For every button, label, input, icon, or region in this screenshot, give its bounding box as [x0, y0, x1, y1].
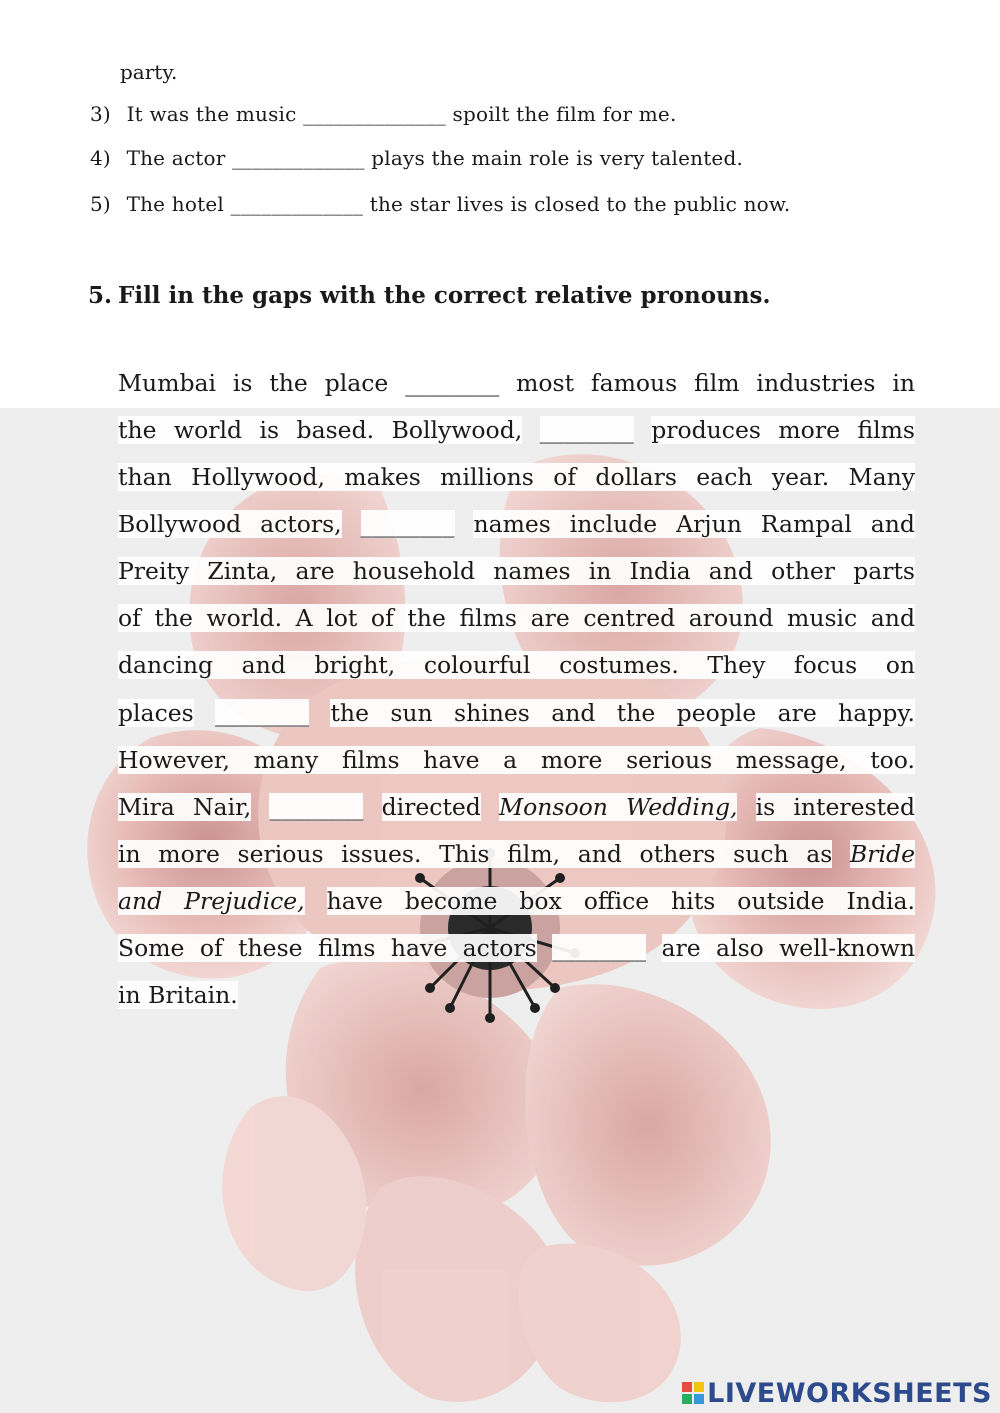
line-text: the sun shines and the people are happy.	[330, 699, 915, 727]
line-text: produces more films	[651, 416, 915, 444]
liveworksheets-logo-icon	[682, 1382, 704, 1404]
line-text: dancing and bright, colourful costumes. They focus on	[118, 651, 915, 679]
answer-blank[interactable]: ________	[405, 369, 500, 397]
item-number: 4)	[90, 146, 111, 170]
answer-blank[interactable]: ________	[269, 793, 364, 821]
item-text-after: the star lives is closed to the public now.	[369, 192, 791, 216]
exercise-title: Fill in the gaps with the correct relative pronouns.	[118, 282, 771, 309]
item-number: 3)	[90, 102, 111, 126]
line-text: directed	[381, 793, 481, 821]
exercise-item-4	[90, 146, 743, 170]
answer-blank[interactable]: ________	[360, 510, 455, 538]
item-number: 5)	[90, 192, 111, 216]
answer-blank[interactable]: ________	[552, 934, 647, 962]
paragraph-line	[118, 978, 238, 1012]
line-text: are also well-known	[661, 934, 915, 962]
item-text-before: The hotel	[126, 192, 224, 216]
line-text: Preity Zinta, are household names in India and other parts	[118, 557, 915, 585]
paragraph-line	[118, 554, 915, 588]
item-text-after: plays the main role is very talented.	[371, 146, 744, 170]
previous-item-continuation: party.	[120, 60, 178, 84]
paragraph-line	[118, 413, 915, 447]
paragraph-line	[118, 507, 915, 541]
exercise-number: 5.	[88, 282, 113, 309]
line-text: Mumbai is the place	[118, 369, 389, 397]
exercise-heading	[88, 282, 771, 309]
brand-name: LIVEWORKSHEETS	[707, 1377, 992, 1409]
line-text: in more serious issues. This film, and others such as	[118, 840, 833, 868]
item-text-before: It was the music	[126, 102, 297, 126]
line-text: Bollywood actors,	[118, 510, 342, 538]
answer-blank[interactable]: ________	[539, 416, 634, 444]
item-text-before: The actor	[126, 146, 226, 170]
paragraph-line	[118, 366, 915, 400]
paragraph-line	[118, 648, 915, 682]
line-text: However, many films have a more serious message, too.	[118, 746, 915, 774]
paragraph-line	[118, 790, 915, 824]
answer-blank[interactable]: _____________	[232, 146, 365, 170]
paragraph-line	[118, 696, 915, 730]
item-text-after: spoilt the film for me.	[452, 102, 677, 126]
paragraph-line	[118, 743, 915, 777]
answer-blank[interactable]: _____________	[230, 192, 364, 216]
line-text: Mira Nair,	[118, 793, 252, 821]
line-text: than Hollywood, makes millions of dollars each year. Many	[118, 463, 915, 491]
line-text: places	[118, 699, 194, 727]
film-title: Bride	[850, 840, 915, 868]
line-text: Some of these films have actors	[118, 934, 537, 962]
paragraph-line	[118, 931, 915, 965]
line-text: is interested	[755, 793, 915, 821]
answer-blank[interactable]: ________	[215, 699, 310, 727]
film-title: and Prejudice,	[118, 887, 305, 915]
line-text: have become box office hits outside India.	[326, 887, 915, 915]
film-title: Monsoon Wedding,	[499, 793, 738, 821]
paragraph-line	[118, 884, 915, 918]
line-text: the world is based. Bollywood,	[118, 416, 523, 444]
line-text: in Britain.	[118, 981, 238, 1009]
exercise-item-3	[90, 102, 677, 126]
paragraph-line	[118, 837, 915, 871]
paragraph-line	[118, 601, 915, 635]
line-text: names include Arjun Rampal and	[473, 510, 915, 538]
answer-blank[interactable]: ______________	[303, 102, 446, 126]
exercise-item-5	[90, 192, 790, 216]
liveworksheets-brand[interactable]	[682, 1376, 992, 1410]
line-text: of the world. A lot of the films are centred around music and	[118, 604, 915, 632]
line-text: most famous film industries in	[516, 369, 915, 397]
paragraph-line	[118, 460, 915, 494]
